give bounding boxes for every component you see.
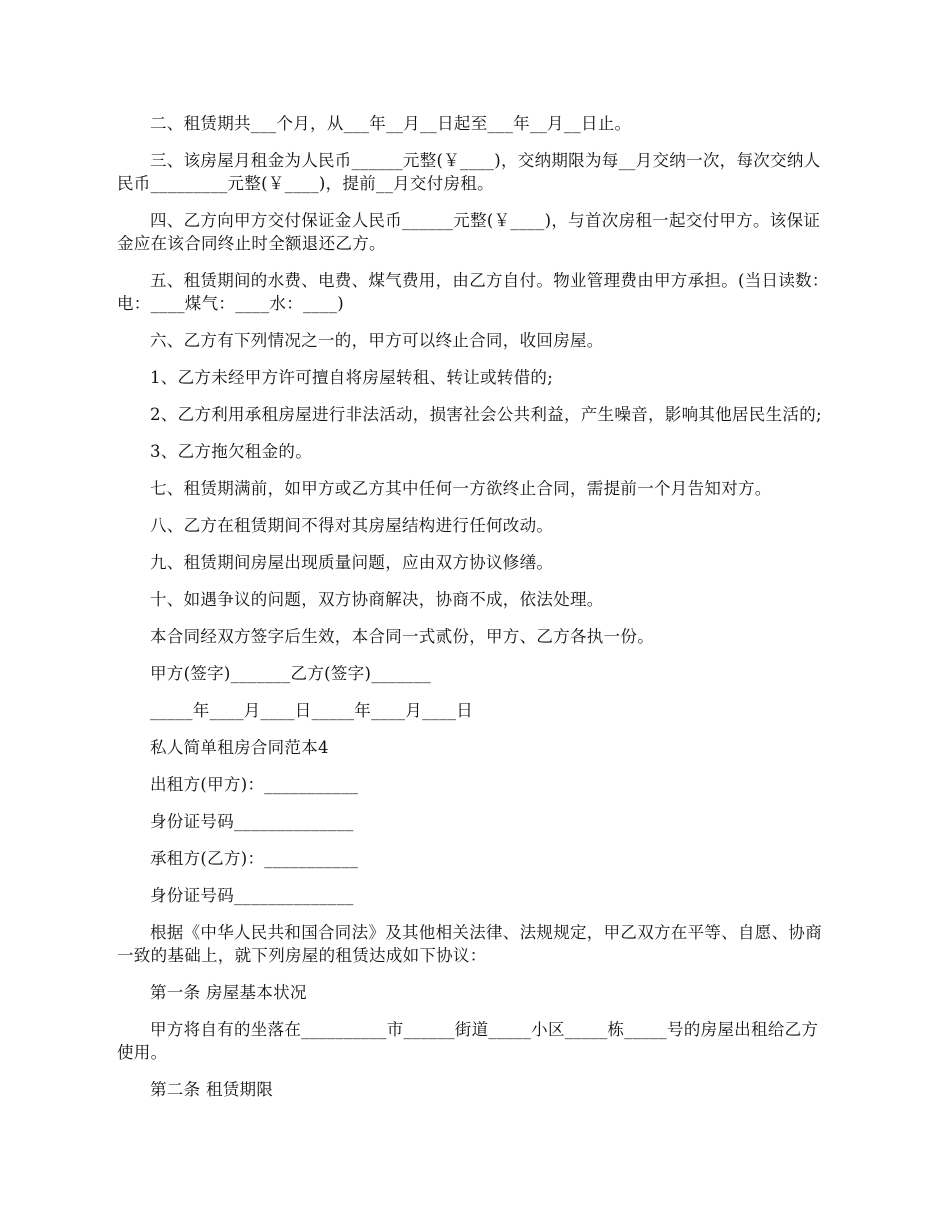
date-line: _____年____月____日_____年____月____日 — [150, 701, 474, 720]
preamble: 根据《中华人民共和国合同法》及其他相关法律、法规规定，甲乙双方在平等、自愿、协商一致的基础上，就下列房屋的租赁达成如下协议： — [117, 923, 822, 965]
clause-no-alteration: 八、乙方在租赁期间不得对其房屋结构进行任何改动。 — [150, 516, 554, 535]
lessor-id-field: 身份证号码______________ — [150, 812, 354, 831]
clause-repairs: 九、租赁期间房屋出现质量问题，应由双方协议修缮。 — [150, 553, 554, 572]
article-1-text: 甲方将自有的坐落在__________市______街道_____小区_____栋_____号的房屋出租给乙方使用。 — [117, 1020, 819, 1062]
clause-termination: 六、乙方有下列情况之一的，甲方可以终止合同，收回房屋。 — [150, 331, 604, 350]
termination-item-2: 2、乙方利用承租房屋进行非法活动，损害社会公共利益，产生噪音，影响其他居民生活的; — [150, 405, 822, 424]
section-title: 私人简单租房合同范本4 — [150, 738, 329, 757]
termination-item-1: 1、乙方未经甲方许可擅自将房屋转租、转让或转借的; — [150, 368, 554, 387]
clause-early-termination: 七、租赁期满前，如甲方或乙方其中任何一方欲终止合同，需提前一个月告知对方。 — [150, 479, 772, 498]
clause-deposit: 四、乙方向甲方交付保证金人民币______元整(￥____)，与首次房租一起交付甲方。该保证金应在该合同终止时全额退还乙方。 — [117, 211, 821, 253]
article-1-heading: 第一条 房屋基本状况 — [150, 983, 307, 1002]
signature-line: 甲方(签字)_______乙方(签字)_______ — [150, 664, 432, 683]
lessee-id-field: 身份证号码______________ — [150, 886, 354, 905]
termination-item-3: 3、乙方拖欠租金的。 — [150, 442, 312, 461]
lessee-field: 承租方(乙方)：___________ — [150, 849, 359, 868]
contract-body — [117, 112, 834, 1115]
clause-lease-term: 二、租赁期共___个月，从___年__月__日起至___年__月__日止。 — [150, 114, 632, 133]
article-2-heading: 第二条 租赁期限 — [150, 1080, 274, 1099]
clause-disputes: 十、如遇争议的问题，双方协商解决，协商不成，依法处理。 — [150, 590, 604, 609]
clause-effectiveness: 本合同经双方签字后生效，本合同一式贰份，甲方、乙方各执一份。 — [150, 627, 654, 646]
clause-monthly-rent: 三、该房屋月租金为人民币______元整(￥____)，交纳期限为每__月交纳一次，每次交纳人民币_________元整(￥____)，提前__月交付房租。 — [117, 151, 821, 193]
lessor-field: 出租方(甲方)：___________ — [150, 775, 359, 794]
clause-utilities: 五、租赁期间的水费、电费、煤气费用，由乙方自付。物业管理费由甲方承担。(当日读数：电：____煤气：____水：____) — [117, 271, 829, 313]
